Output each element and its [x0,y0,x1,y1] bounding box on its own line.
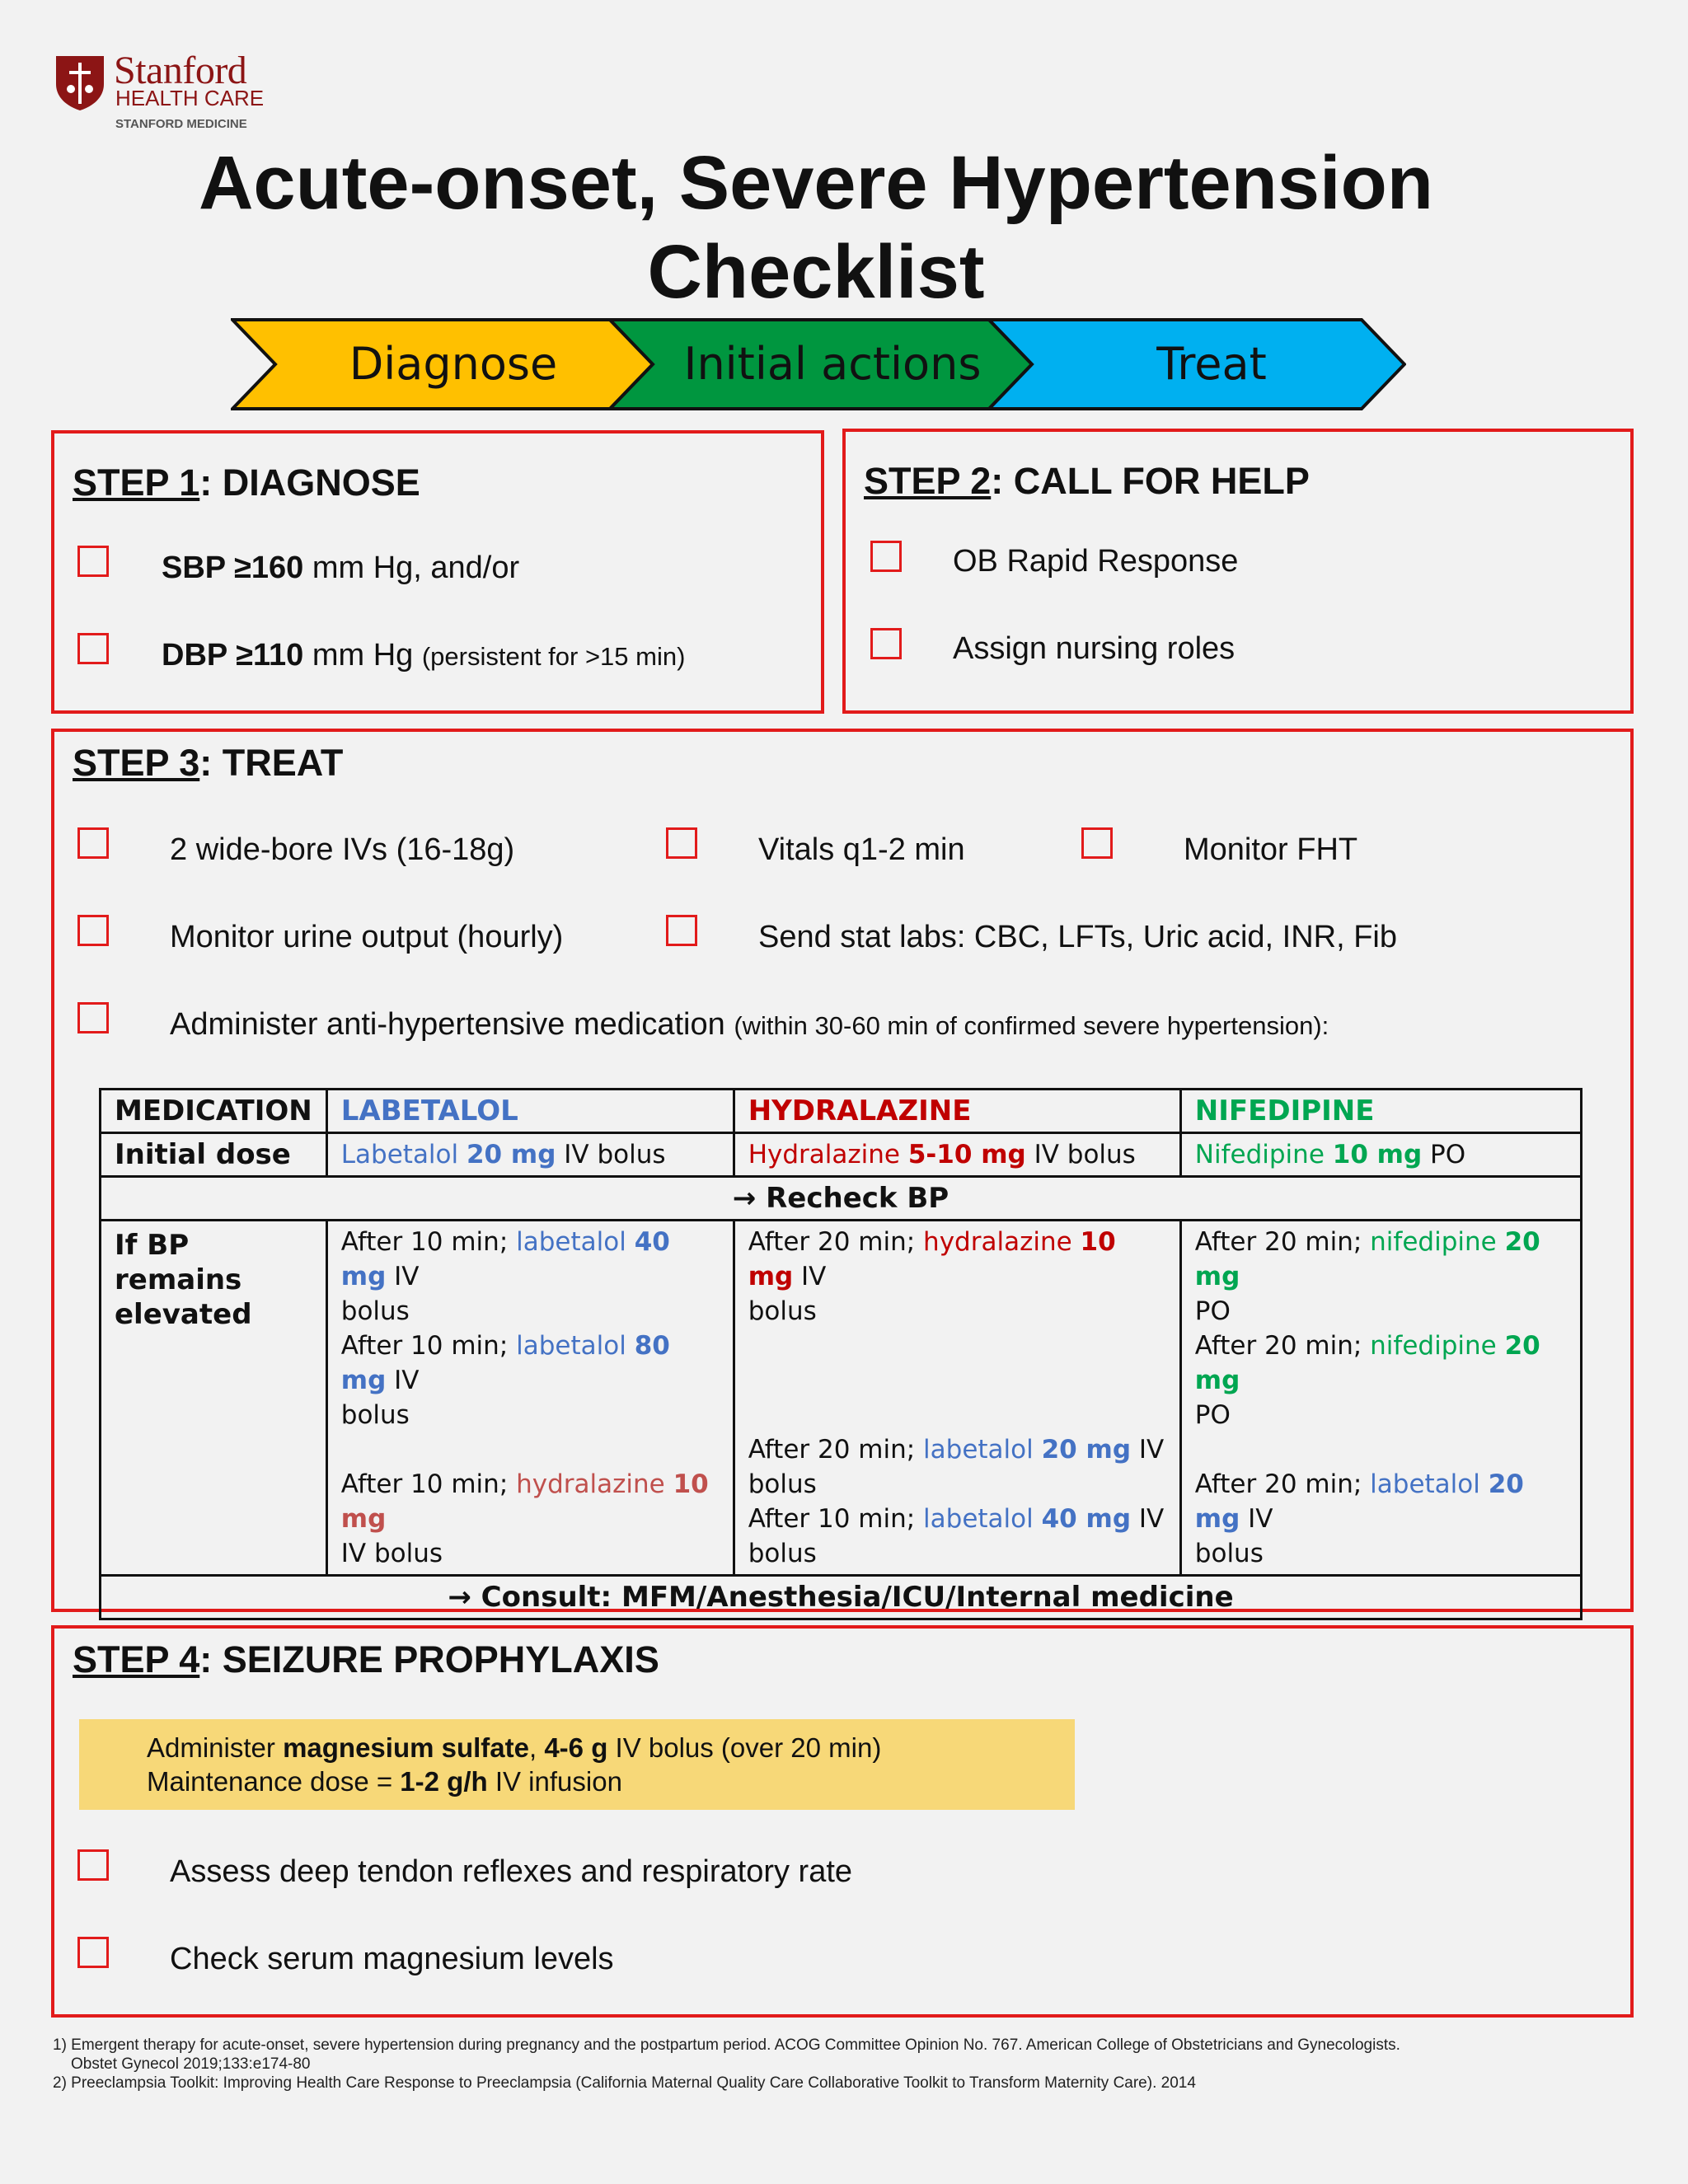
table-header-row [101,1090,1582,1133]
sbp-criterion: SBP ≥160 mm Hg, and/or [162,551,520,585]
step1-title [73,462,420,504]
footnote-2: 2) Preeclampsia Toolkit: Improving Health Care Response to Preeclampsia (California Maternal Quality Care Collaborative Toolkit to Transform Maternity Care). 2014 [53,2074,1196,2092]
consult-row [101,1576,1582,1619]
checkbox-urine[interactable] [77,915,109,946]
magnesium-maintenance: Maintenance dose = 1-2 g/h IV infusion [147,1766,622,1797]
stanford-logo [54,51,269,134]
step-name: : SEIZURE PROPHYLAXIS [199,1638,659,1680]
footnote-1: 1) Emergent therapy for acute-onset, severe hypertension during pregnancy and the postpartum period. ACOG Committee Opinion No. 767. American College of Obstetricians and Gynecologists. [53,2036,1400,2054]
step-number: STEP 2 [864,460,992,502]
task-fht: Monitor FHT [1184,832,1358,867]
task-vitals: Vitals q1-2 min [758,832,965,867]
checkbox-fht[interactable] [1081,827,1113,859]
row-header-bp-elevated: If BP remains elevated [101,1221,327,1576]
col-header-hydralazine: HYDRALAZINE [734,1090,1180,1133]
checkbox-vitals[interactable] [666,827,697,859]
table-row [101,1133,1582,1177]
task-administer: Administer anti-hypertensive medication (within 30-60 min of confirmed severe hypertension): [170,1007,1329,1042]
dbp-criterion: DBP ≥110 mm Hg (persistent for >15 min) [162,638,686,673]
title-line1: Acute-onset, Severe Hypertension [198,141,1433,225]
magnesium-bolus: Administer magnesium sulfate, 4-6 g IV bolus (over 20 min) [147,1732,882,1763]
logo-affiliation: STANFORD MEDICINE [115,117,247,131]
step-name: : TREAT [199,742,344,784]
checkbox-sbp[interactable] [77,546,109,577]
shield-icon [54,54,106,112]
step-name: : CALL FOR HELP [991,460,1310,502]
magnesium-dosing-callout [79,1719,1075,1810]
phase-chevrons [231,318,1406,410]
phase-label: Initial actions [683,338,982,390]
logo-name: Stanford [114,49,247,92]
elevated-labetalol: After 10 min; labetalol 40 mg IV bolus After 10 min; labetalol 80 mg IV bolus After 10 min; hydralazine 10 mg IV bolus [326,1221,734,1576]
task-magnesium-levels: Check serum magnesium levels [170,1942,614,1976]
initial-hydralazine: Hydralazine 5-10 mg IV bolus [734,1133,1180,1177]
footnote-1-cont: Obstet Gynecol 2019;133:e174-80 [71,2055,311,2073]
task-reflexes: Assess deep tendon reflexes and respiratory rate [170,1854,853,1889]
checkbox-administer[interactable] [77,1002,109,1033]
checkbox-magnesium-levels[interactable] [77,1937,109,1968]
medication-table [99,1088,1582,1620]
step3-title [73,742,343,785]
checkbox-labs[interactable] [666,915,697,946]
phase-label: Treat [1156,338,1267,390]
initial-labetalol: Labetalol 20 mg IV bolus [326,1133,734,1177]
initial-nifedipine: Nifedipine 10 mg PO [1180,1133,1581,1177]
recheck-row [101,1177,1582,1221]
checkbox-ivs[interactable] [77,827,109,859]
elevated-hydralazine: After 20 min; hydralazine 10 mg IV bolus After 20 min; labetalol 20 mg IV bolus After 10 min; labetalol 40 mg IV bolus [734,1221,1180,1576]
elevated-nifedipine: After 20 min; nifedipine 20 mg PO After 20 min; nifedipine 20 mg PO After 20 min; labetalol 20 mg IV bolus [1180,1221,1581,1576]
task-urine: Monitor urine output (hourly) [170,920,564,954]
consult-note: → Consult: MFM/Anesthesia/ICU/Internal medicine [101,1576,1582,1619]
step-number: STEP 4 [73,1638,200,1680]
checkbox-ob-rapid-response[interactable] [870,541,902,572]
assign-nursing-roles: Assign nursing roles [953,631,1236,666]
row-header-initial-dose: Initial dose [101,1133,327,1177]
col-header-nifedipine: NIFEDIPINE [1180,1090,1581,1133]
col-header-labetalol: LABETALOL [326,1090,734,1133]
title-line2: Checklist [647,230,985,314]
step-number: STEP 1 [73,462,200,504]
step4-title [73,1638,659,1681]
phase-label: Diagnose [349,338,558,390]
checkbox-reflexes[interactable] [77,1849,109,1881]
recheck-bp: → Recheck BP [101,1177,1582,1221]
task-labs: Send stat labs: CBC, LFTs, Uric acid, INR, Fib [758,920,1398,954]
task-ivs: 2 wide-bore IVs (16-18g) [170,832,515,867]
table-row [101,1221,1582,1576]
ob-rapid-response: OB Rapid Response [953,544,1239,579]
col-header-medication: MEDICATION [101,1090,327,1133]
step2-title [864,460,1310,503]
checkbox-assign-roles[interactable] [870,628,902,659]
step-number: STEP 3 [73,742,200,784]
logo-subtitle: HEALTH CARE [115,86,265,110]
checkbox-dbp[interactable] [77,633,109,664]
step-name: : DIAGNOSE [199,462,420,504]
page-title [0,138,1632,316]
